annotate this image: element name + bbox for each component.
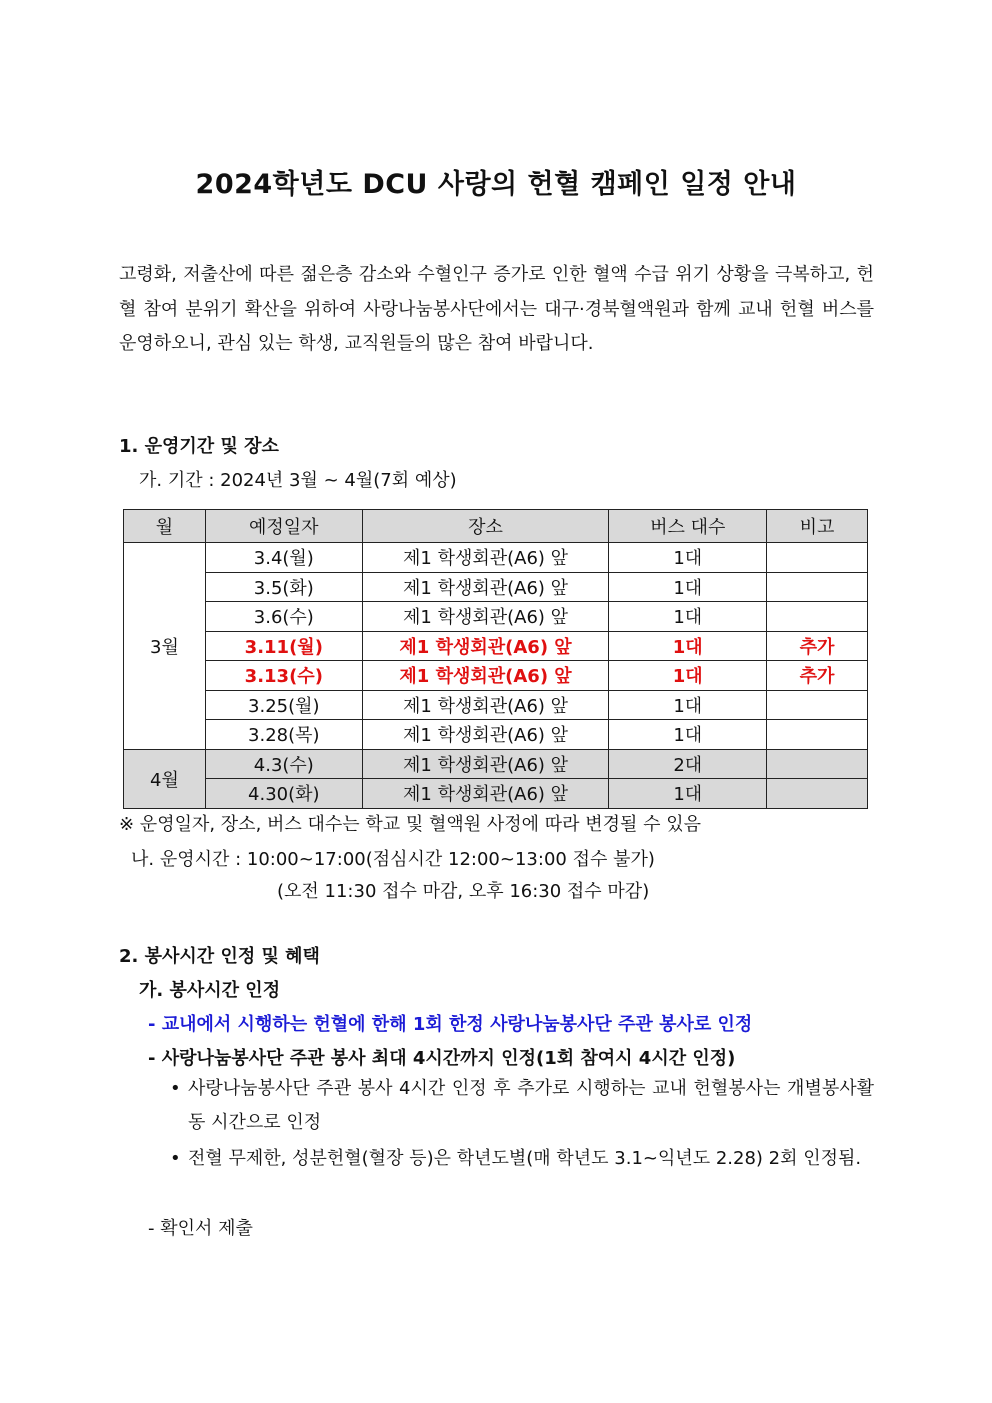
table-header-row xyxy=(124,510,868,543)
date-cell: 3.13(수) xyxy=(205,661,362,691)
table-row xyxy=(124,690,868,720)
note-cell: 추가 xyxy=(767,661,868,691)
note-cell xyxy=(767,690,868,720)
place-cell: 제1 학생회관(A6) 앞 xyxy=(362,749,609,779)
bullet-text-2: 전혈 무제한, 성분헌혈(혈장 등)은 학년도별(매 학년도 3.1~익년도 2.28) 2회 인정됨. xyxy=(188,1148,862,1169)
note-cell: 추가 xyxy=(767,631,868,661)
header-note: 비고 xyxy=(767,510,868,543)
table-row xyxy=(124,720,868,750)
recognition-item-1: - 교내에서 시행하는 헌혈에 한해 1회 한정 사랑나눔봉사단 주관 봉사로 인정 xyxy=(148,1014,753,1035)
bus-cell: 1대 xyxy=(609,572,767,602)
bus-cell: 1대 xyxy=(609,779,767,809)
table-row xyxy=(124,749,868,779)
hours-line: 나. 운영시간 : 10:00~17:00(점심시간 12:00~13:00 접수 불가) xyxy=(131,849,655,870)
month-cell-march: 3월 xyxy=(124,543,206,750)
bus-cell: 1대 xyxy=(609,543,767,573)
change-notice: ※ 운영일자, 장소, 버스 대수는 학교 및 혈액원 사정에 따라 변경될 수 있음 xyxy=(119,814,702,835)
intro-paragraph: 고령화, 저출산에 따른 젊은층 감소와 수혈인구 증가로 인한 혈액 수급 위기 상황을 극복하고, 헌혈 참여 분위기 확산을 위하여 사랑나눔봉사단에서는 대구·경북혈액원과 함께 교내 헌혈 버스를 운영하오니, 관심 있는 학생, 교직원들의 많은 참여 바랍니다. xyxy=(119,264,874,354)
date-cell: 3.6(수) xyxy=(205,602,362,632)
header-bus: 버스 대수 xyxy=(609,510,767,543)
bullet-icon: • xyxy=(170,1148,181,1169)
bus-cell: 1대 xyxy=(609,661,767,691)
place-cell: 제1 학생회관(A6) 앞 xyxy=(362,631,609,661)
bullet-text-1: 사랑나눔봉사단 주관 봉사 4시간 인정 후 추가로 시행하는 교내 헌혈봉사는 개별봉사활동 시간으로 인정 xyxy=(188,1078,874,1133)
date-cell: 3.25(월) xyxy=(205,690,362,720)
note-cell xyxy=(767,543,868,573)
section1-heading: 1. 운영기간 및 장소 xyxy=(119,436,279,457)
place-cell: 제1 학생회관(A6) 앞 xyxy=(362,543,609,573)
place-cell: 제1 학생회관(A6) 앞 xyxy=(362,572,609,602)
date-cell: 3.11(월) xyxy=(205,631,362,661)
bus-cell: 1대 xyxy=(609,631,767,661)
section2-sub: 가. 봉사시간 인정 xyxy=(139,980,281,1001)
place-cell: 제1 학생회관(A6) 앞 xyxy=(362,602,609,632)
period-line: 가. 기간 : 2024년 3월 ~ 4월(7회 예상) xyxy=(139,470,457,491)
place-cell: 제1 학생회관(A6) 앞 xyxy=(362,661,609,691)
place-cell: 제1 학생회관(A6) 앞 xyxy=(362,779,609,809)
bus-cell: 1대 xyxy=(609,720,767,750)
hours-sub-line: (오전 11:30 접수 마감, 오후 16:30 접수 마감) xyxy=(277,881,650,902)
date-cell: 4.30(화) xyxy=(205,779,362,809)
note-cell xyxy=(767,572,868,602)
section2-heading: 2. 봉사시간 인정 및 혜택 xyxy=(119,946,320,967)
schedule-table xyxy=(123,509,868,809)
table-row xyxy=(124,602,868,632)
note-cell xyxy=(767,602,868,632)
table-row xyxy=(124,543,868,573)
bus-cell: 1대 xyxy=(609,690,767,720)
note-cell xyxy=(767,749,868,779)
header-date: 예정일자 xyxy=(205,510,362,543)
month-cell-april: 4월 xyxy=(124,749,206,808)
bus-cell: 2대 xyxy=(609,749,767,779)
date-cell: 3.5(화) xyxy=(205,572,362,602)
date-cell: 4.3(수) xyxy=(205,749,362,779)
date-cell: 3.4(월) xyxy=(205,543,362,573)
place-cell: 제1 학생회관(A6) 앞 xyxy=(362,690,609,720)
table-row xyxy=(124,572,868,602)
bus-cell: 1대 xyxy=(609,602,767,632)
table-row-highlight xyxy=(124,661,868,691)
header-month: 월 xyxy=(124,510,206,543)
recognition-item-2: - 사랑나눔봉사단 주관 봉사 최대 4시간까지 인정(1회 참여시 4시간 인정) xyxy=(148,1048,736,1069)
header-place: 장소 xyxy=(362,510,609,543)
note-cell xyxy=(767,779,868,809)
place-cell: 제1 학생회관(A6) 앞 xyxy=(362,720,609,750)
recognition-item-3: - 확인서 제출 xyxy=(148,1218,253,1239)
note-cell xyxy=(767,720,868,750)
table-row xyxy=(124,779,868,809)
bullet-icon: • xyxy=(170,1078,181,1099)
date-cell: 3.28(목) xyxy=(205,720,362,750)
table-row-highlight xyxy=(124,631,868,661)
page-title: 2024학년도 DCU 사랑의 헌혈 캠페인 일정 안내 xyxy=(195,169,797,200)
